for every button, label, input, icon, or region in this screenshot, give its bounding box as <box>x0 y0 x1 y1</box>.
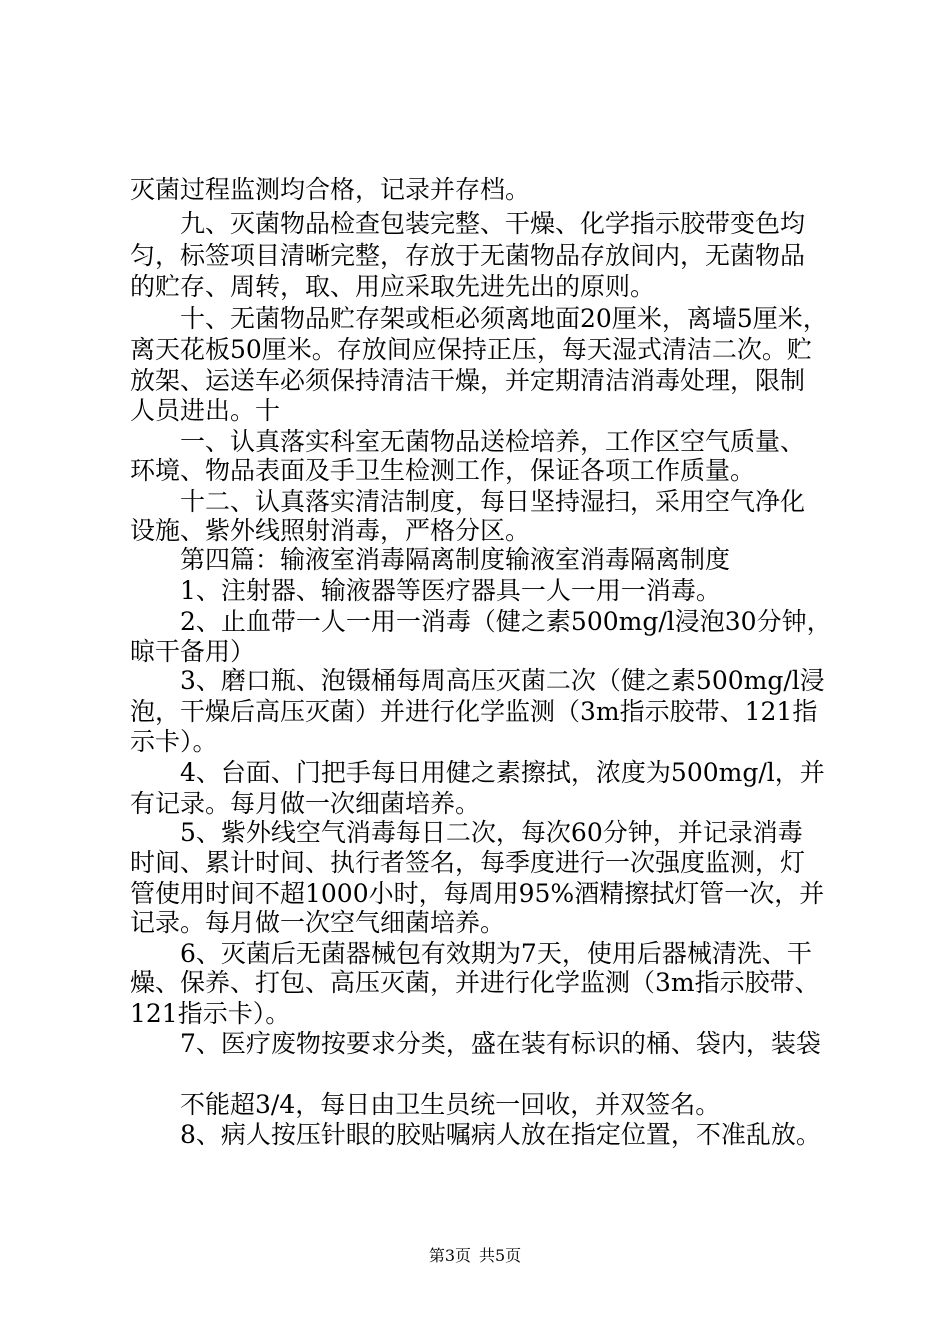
text-line: 示卡）。 <box>130 727 218 756</box>
text-line: 8、病人按压针眼的胶贴嘱病人放在指定位置，不准乱放。 <box>180 1120 821 1149</box>
text-line: 十、无菌物品贮存架或柜必须离地面20厘米，离墙5厘米， <box>180 304 828 333</box>
text-line: 6、灭菌后无菌器械包有效期为7天，使用后器械清洗、干 <box>180 939 812 968</box>
page-footer <box>0 1246 950 1266</box>
section-heading: 第四篇：输液室消毒隔离制度输液室消毒隔离制度 <box>180 545 731 574</box>
text-line: 泡，干燥后高压灭菌）并进行化学监测（3m指示胶带、121指 <box>130 697 818 726</box>
text-line: 3、磨口瓶、泡镊桶每周高压灭菌二次（健之素500mg/l浸 <box>180 666 825 695</box>
text-line: 记录。每月做一次空气细菌培养。 <box>130 908 506 937</box>
text-line: 离天花板50厘米。存放间应保持正压，每天湿式清洁二次。贮 <box>130 335 812 364</box>
page-number-current: 第3页 <box>428 1246 471 1265</box>
text-line: 环境、物品表面及手卫生检测工作，保证各项工作质量。 <box>130 456 756 485</box>
text-line: 灭菌过程监测均合格，记录并存档。 <box>130 175 531 204</box>
text-line: 时间、累计时间、执行者签名，每季度进行一次强度监测，灯 <box>130 848 806 877</box>
text-line: 121指示卡）。 <box>130 999 291 1028</box>
text-line: 人员进出。十 <box>130 396 281 425</box>
text-line: 放架、运送车必须保持清洁干燥，并定期清洁消毒处理，限制 <box>130 366 806 395</box>
text-line: 1、注射器、输液器等医疗器具一人一用一消毒。 <box>180 576 721 605</box>
text-line: 九、灭菌物品检查包装完整、干燥、化学指示胶带变色均 <box>180 209 806 238</box>
text-line: 7、医疗废物按要求分类，盛在装有标识的桶、袋内，装袋 <box>180 1029 821 1058</box>
text-line: 有记录。每月做一次细菌培养。 <box>130 789 481 818</box>
text-line: 晾干备用） <box>130 637 256 666</box>
text-line: 十二、认真落实清洁制度，每日坚持湿扫，采用空气净化 <box>180 487 806 516</box>
text-line: 管使用时间不超1000小时，每周用95%酒精擦拭灯管一次，并 <box>130 879 825 908</box>
text-line: 的贮存、周转，取、用应采取先进先出的原则。 <box>130 272 656 301</box>
page-number-total: 共5页 <box>479 1246 522 1265</box>
text-line: 4、台面、门把手每日用健之素擦拭，浓度为500mg/l，并 <box>180 758 825 787</box>
text-line: 2、止血带一人一用一消毒（健之素500mg/l浸泡30分钟， <box>180 607 832 636</box>
text-line: 匀，标签项目清晰完整，存放于无菌物品存放间内，无菌物品 <box>130 241 806 270</box>
text-line: 设施、紫外线照射消毒，严格分区。 <box>130 516 531 545</box>
text-line: 5、紫外线空气消毒每日二次，每次60分钟，并记录消毒 <box>180 818 803 847</box>
text-line: 不能超3/4，每日由卫生员统一回收，并双签名。 <box>180 1090 721 1119</box>
text-line: 一、认真落实科室无菌物品送检培养，工作区空气质量、 <box>180 427 806 456</box>
text-line: 燥、保养、打包、高压灭菌，并进行化学监测（3m指示胶带、 <box>130 968 820 997</box>
